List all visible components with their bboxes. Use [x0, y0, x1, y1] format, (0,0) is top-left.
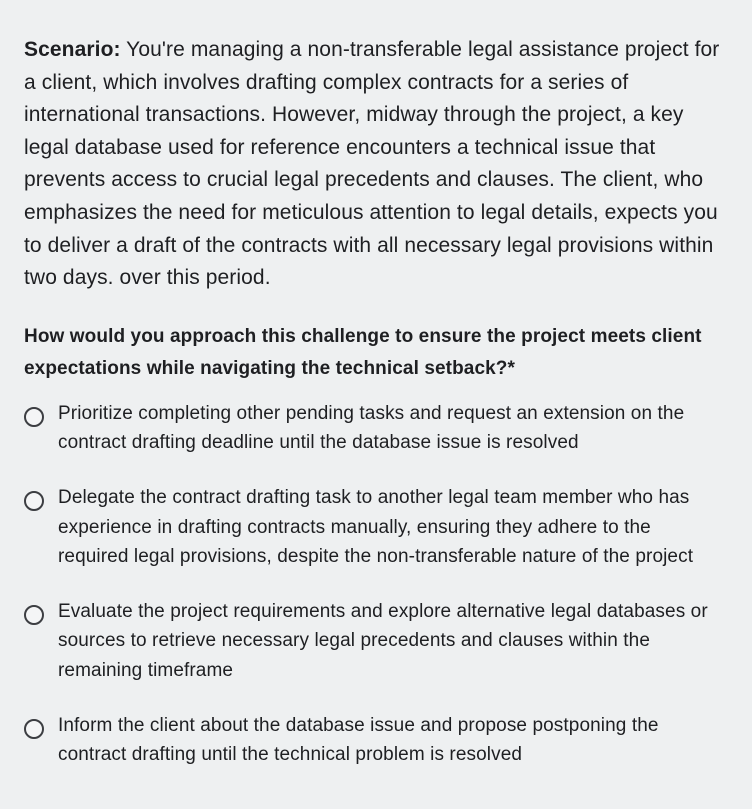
- question-text: How would you approach this challenge to ensure the project meets client expectations while navigating the technical setback?: [24, 325, 702, 379]
- radio-button[interactable]: [24, 491, 44, 511]
- answer-options: [24, 399, 722, 770]
- required-asterisk: *: [507, 357, 516, 379]
- answer-option-2[interactable]: [24, 483, 722, 572]
- scenario-text: You're managing a non-transferable legal assistance project for a client, which involves drafting complex contracts for a series of international transactions. However, midway through the project, a key legal database used for reference encounters a technical issue that prevents access to crucial legal precedents and clauses. The client, who emphasizes the need for meticulous attention to legal details, expects you to deliver a draft of the contracts with all necessary legal provisions within two days. over this period.: [24, 38, 720, 290]
- option-label: Inform the client about the database issue and propose postponing the contract drafting until the technical problem is resolved: [58, 714, 659, 766]
- option-label: Delegate the contract drafting task to another legal team member who has experience in drafting contracts manually, ensuring they adhere to the required legal provisions, despite the non-transferable nature of the project: [58, 486, 694, 568]
- option-label: Prioritize completing other pending tasks and request an extension on the contract drafting deadline until the database issue is resolved: [58, 402, 685, 454]
- scenario-paragraph: [24, 34, 722, 295]
- question-title: [24, 321, 722, 385]
- answer-option-1[interactable]: [24, 399, 722, 458]
- scenario-label: Scenario:: [24, 38, 121, 61]
- option-label: Evaluate the project requirements and explore alternative legal databases or sources to retrieve necessary legal precedents and clauses within the remaining timeframe: [58, 600, 708, 681]
- radio-button[interactable]: [24, 605, 44, 625]
- answer-option-3[interactable]: [24, 597, 722, 686]
- radio-button[interactable]: [24, 407, 44, 427]
- radio-button[interactable]: [24, 719, 44, 739]
- answer-option-4[interactable]: [24, 711, 722, 770]
